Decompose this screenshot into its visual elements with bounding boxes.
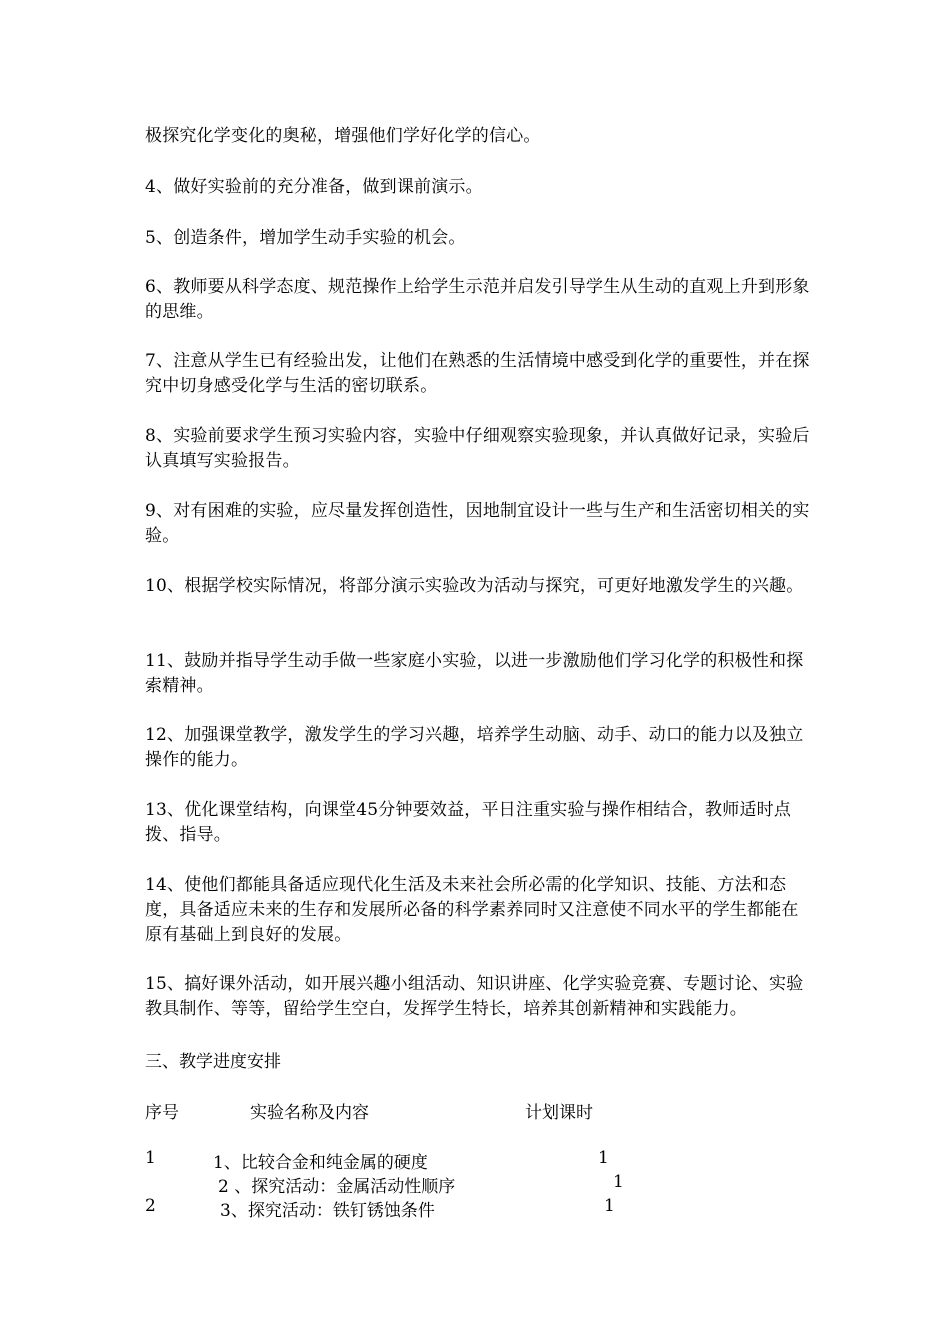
row-hours: 1	[598, 1148, 609, 1168]
header-hours: 计划课时	[525, 1103, 593, 1123]
row-hours: 1	[604, 1196, 615, 1216]
paragraph-item-11: 11、鼓励并指导学生动手做一些家庭小实验，以进一步激励他们学习化学的积极性和探索精神。	[145, 651, 804, 696]
schedule-row	[0, 1148, 950, 1172]
row-name: 3、探究活动：铁钉锈蚀条件	[220, 1201, 435, 1221]
paragraph-item-10: 10、根据学校实际情况，将部分演示实验改为活动与探究，可更好地激发学生的兴趣。	[145, 576, 804, 596]
paragraph-item-14: 14、使他们都能具备适应现代化生活及未来社会所必需的化学知识、技能、方法和态度，具备适应未来的生存和发展所必备的科学素养同时又注意使不同水平的学生都能在原有基础上到良好的发展。	[145, 875, 799, 945]
paragraph-item-4: 4、做好实验前的充分准备，做到课前演示。	[145, 177, 483, 197]
schedule-row	[0, 1172, 950, 1196]
row-hours: 1	[613, 1172, 624, 1192]
row-name: 2 、探究活动：金属活动性顺序	[218, 1177, 456, 1197]
paragraph-item-8: 8、实验前要求学生预习实验内容，实验中仔细观察实验现象，并认真做好记录，实验后认真填写实验报告。	[145, 426, 810, 471]
row-name: 1、比较合金和纯金属的硬度	[213, 1153, 428, 1173]
header-seq: 序号	[145, 1103, 179, 1123]
schedule-header-row	[0, 1098, 950, 1122]
section-heading: 三、教学进度安排	[145, 1052, 281, 1072]
row-seq: 2	[145, 1196, 156, 1216]
paragraph-item-5: 5、创造条件，增加学生动手实验的机会。	[145, 228, 466, 248]
row-seq: 1	[145, 1148, 156, 1168]
paragraph-item-7: 7、注意从学生已有经验出发，让他们在熟悉的生活情境中感受到化学的重要性，并在探究中切身感受化学与生活的密切联系。	[145, 351, 810, 396]
paragraph-intro: 极探究化学变化的奥秘，增强他们学好化学的信心。	[145, 126, 541, 146]
paragraph-item-6: 6、教师要从科学态度、规范操作上给学生示范并启发引导学生从生动的直观上升到形象的思维。	[145, 277, 810, 322]
paragraph-item-12: 12、加强课堂教学，激发学生的学习兴趣，培养学生动脑、动手、动口的能力以及独立操作的能力。	[145, 725, 804, 770]
paragraph-item-15: 15、搞好课外活动，如开展兴趣小组活动、知识讲座、化学实验竞赛、专题讨论、实验教具制作、等等，留给学生空白，发挥学生特长，培养其创新精神和实践能力。	[145, 974, 804, 1019]
paragraph-item-9: 9、对有困难的实验，应尽量发挥创造性，因地制宜设计一些与生产和生活密切相关的实验。	[145, 501, 810, 546]
paragraph-item-13: 13、优化课堂结构，向课堂45分钟要效益，平日注重实验与操作相结合，教师适时点拨、指导。	[145, 800, 792, 845]
header-name: 实验名称及内容	[250, 1103, 369, 1123]
schedule-row	[0, 1196, 950, 1220]
